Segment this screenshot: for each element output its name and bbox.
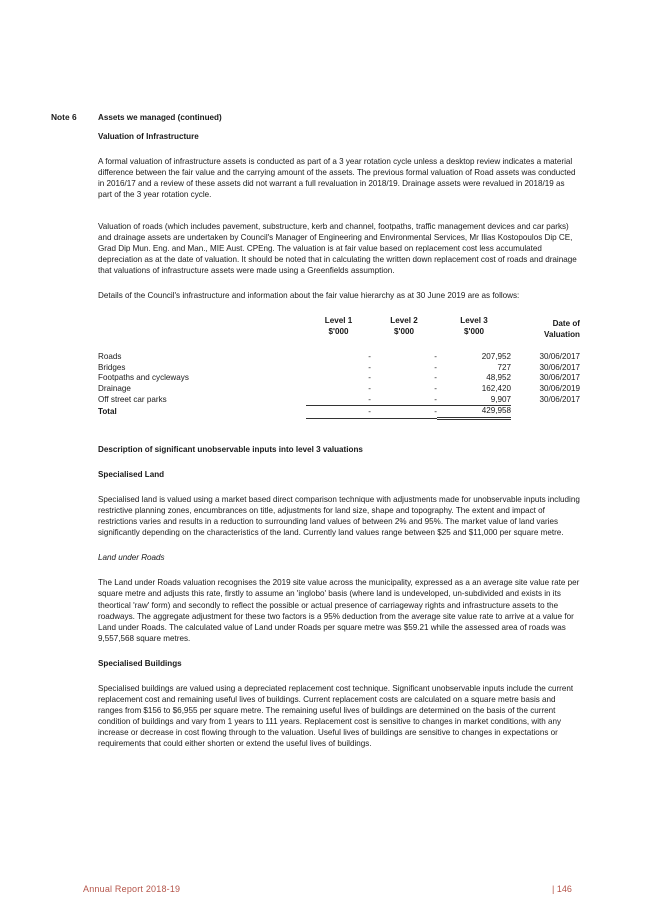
footer-report-title: Annual Report 2018-19: [83, 884, 181, 894]
specialised-land-paragraph: Specialised land is valued using a market based direct comparison technique with adjustments made for unobservable inputs including restrictive planning zones, encumbrances on title, adjustments for land size, shape and topography. The extent and impact of restrictions varies and results in a reduction to surrounding land values of between 2% and 95%. The market value of land varies significantly depending on the characteristics of the land. Currently land values range between $25 and $11,000 per square metre.: [98, 494, 580, 538]
row-level-3: 727: [497, 362, 511, 372]
row-label: Footpaths and cycleways: [98, 373, 189, 383]
valuation-paragraph-1: A formal valuation of infrastructure assets is conducted as part of a 3 year rotation cycle unless a desktop review indicates a material difference between the fair value and the carrying amount of the assets. The previous formal valuation of Road assets was conducted in 2016/17 and a review of these assets did not warrant a full revaluation in 2018/19. Drainage assets were revalued in 2018/19 as part of the 3 year rotation cycle.: [98, 157, 576, 200]
fair-value-hierarchy-table: [98, 315, 580, 420]
row-level-3: 9,907: [437, 395, 511, 406]
table-row: [98, 363, 580, 374]
land-under-roads-paragraph: The Land under Roads valuation recognises the 2019 site value across the municipality, expressed as a an average site value rate per square metre and adjusts this rate, firstly to assume an 'inglobo' basis (where land is undeveloped, un-subdivided and exists in its theortical 'raw' form) and secondly to reflect the possible or actual presence of carriageway rights and infrastructure assets to the roadways. The aggregate adjustment for these two factors is a 95% deduction from the average site value rate to arrive at a value for Land under Roads. The calculated value of Land under Roads per square metre was $59.21 while the assessed area of roads was 9,557,568 square metres.: [98, 578, 580, 643]
table-total-row: [98, 406, 580, 419]
table-header-row: [98, 315, 580, 352]
land-under-roads-heading: Land under Roads: [98, 553, 165, 563]
row-label: Bridges: [98, 362, 126, 372]
note-title: Assets we managed (continued): [98, 113, 222, 122]
note-content: [98, 112, 580, 750]
unobservable-inputs-heading: Description of significant unobservable inputs into level 3 valuations: [98, 444, 363, 454]
row-level-2: -: [371, 395, 437, 406]
header-date-of-valuation: Date of Valuation: [544, 319, 580, 340]
row-date: 30/06/2017: [539, 352, 580, 362]
total-level-3: 429,958: [437, 406, 511, 419]
row-label: Off street car parks: [98, 394, 167, 404]
row-level-1: -: [368, 383, 371, 393]
row-label: Drainage: [98, 383, 131, 393]
valuation-paragraph-2: Valuation of roads (which includes pavement, substructure, kerb and channel, footpaths, traffic management devices and car parks) and drainage assets are undertaken by Council's Manager of Engineering and Environmental Services, Mr Ilias Kostopoulos Dip CE, Grad Dip Mun. Eng. and Man., MIE Aust. CPEng. The valuation is at fair value based on replacement cost less accumulated depreciation as at the date of valuation. It should be noted that in calculating the written down replacement cost of roads and drainage that valuations of infrastructure assets were made using a Greenfields assumption.: [98, 221, 577, 275]
table-row: [98, 373, 580, 384]
total-level-2: -: [371, 406, 437, 419]
row-date: 30/06/2019: [539, 383, 580, 393]
row-level-2: -: [434, 383, 437, 393]
row-level-1: -: [368, 373, 371, 383]
footer-page-number: | 146: [552, 884, 572, 894]
row-level-3: 48,952: [486, 373, 511, 383]
header-level-2: Level 2 $'000: [390, 316, 418, 337]
row-date: 30/06/2017: [539, 362, 580, 372]
total-level-1: -: [306, 406, 371, 419]
table-row: [98, 395, 580, 406]
valuation-infrastructure-heading: Valuation of Infrastructure: [98, 132, 199, 142]
row-level-3: 207,952: [481, 352, 511, 362]
row-level-2: -: [434, 352, 437, 362]
note-number: Note 6: [51, 112, 77, 122]
row-level-1: -: [368, 352, 371, 362]
header-level-3: Level 3 $'000: [460, 316, 488, 337]
row-level-1: -: [368, 362, 371, 372]
row-date: 30/06/2017: [539, 394, 580, 404]
header-level-1: Level 1 $'000: [324, 316, 353, 337]
row-label: Roads: [98, 352, 122, 362]
row-level-2: -: [434, 373, 437, 383]
total-label: Total: [98, 406, 117, 416]
specialised-buildings-heading: Specialised Buildings: [98, 658, 182, 668]
row-level-1: -: [306, 395, 371, 406]
row-level-3: 162,420: [481, 383, 511, 393]
table-row: [98, 384, 580, 395]
valuation-paragraph-3: Details of the Council's infrastructure and information about the fair value hierarchy as at 30 June 2019 are as follows:: [98, 291, 520, 301]
specialised-buildings-paragraph: Specialised buildings are valued using a depreciated replacement cost technique. Significant unobservable inputs include the current replacement cost and remaining useful lives of buildings. Current replacement costs are calculated on a square metre basis and ranges from $156 to $6,955 per square metre. The remaining useful lives of buildings are determined on the basis of the current condition of buildings and vary from 1 years to 111 years. Replacement cost is sensitive to changes in market conditions, with any increase or decrease in cost flowing through to the valuation. Useful lives of buildings are sensitive to changes in expectations or requirements that could either shorten or extend the useful lives of buildings.: [98, 684, 574, 749]
row-level-2: -: [434, 362, 437, 372]
specialised-land-heading: Specialised Land: [98, 469, 165, 479]
table-row: [98, 352, 580, 363]
row-date: 30/06/2017: [539, 373, 580, 383]
